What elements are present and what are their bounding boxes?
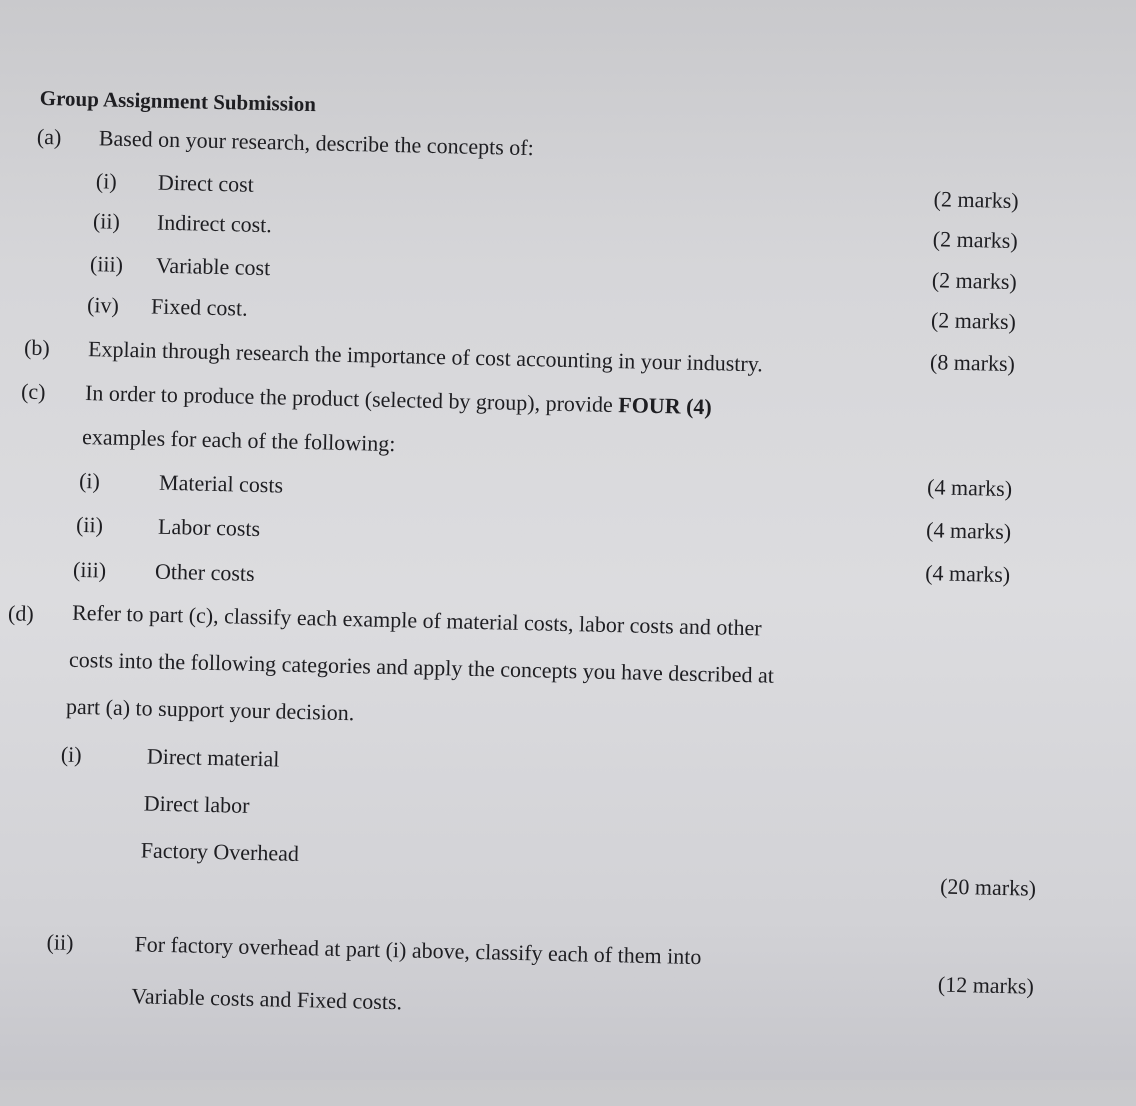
part-a-item-text: Direct cost bbox=[157, 169, 255, 197]
part-c-item-num: (i) bbox=[78, 467, 101, 494]
part-d-i-num: (i) bbox=[60, 741, 82, 768]
part-c-text-plain: In order to produce the product (selected by group), provide bbox=[84, 380, 619, 418]
page-title: Group Assignment Submission bbox=[39, 85, 317, 117]
part-d-label: (d) bbox=[7, 600, 35, 626]
part-a-item-text: Fixed cost. bbox=[150, 293, 248, 321]
part-a-text: Based on your research, describe the concepts of: bbox=[98, 125, 535, 161]
part-a-item-text: Indirect cost. bbox=[156, 209, 273, 238]
part-a-item-marks: (2 marks) bbox=[933, 186, 1019, 214]
part-d-text-line: part (a) to support your decision. bbox=[65, 693, 355, 726]
part-a-item-marks: (2 marks) bbox=[931, 267, 1018, 295]
part-c-text bbox=[85, 380, 712, 420]
part-d-category: Factory Overhead bbox=[140, 837, 300, 866]
part-c-item-text: Material costs bbox=[158, 469, 284, 498]
part-d-ii-text-line: For factory overhead at part (i) above, classify each of them into bbox=[134, 931, 702, 970]
part-a-item-marks: (2 marks) bbox=[930, 307, 1017, 335]
part-a-item-marks: (2 marks) bbox=[932, 226, 1019, 254]
part-c-label: (c) bbox=[20, 378, 46, 405]
part-c-item-text: Labor costs bbox=[157, 513, 261, 542]
part-d-category: Direct labor bbox=[143, 790, 250, 818]
part-b-label: (b) bbox=[23, 334, 51, 361]
part-c-item-marks: (4 marks) bbox=[924, 560, 1011, 588]
part-b-marks: (8 marks) bbox=[929, 349, 1016, 377]
part-c-item-num: (iii) bbox=[72, 556, 107, 583]
part-a-item-num: (iii) bbox=[89, 251, 124, 277]
part-a-label: (a) bbox=[36, 123, 62, 150]
part-c-item-marks: (4 marks) bbox=[925, 517, 1012, 545]
part-c-text-bold: FOUR (4) bbox=[618, 392, 713, 420]
part-d-text-line: costs into the following categories and apply the concepts you have described at bbox=[68, 646, 775, 688]
part-c-item-marks: (4 marks) bbox=[926, 474, 1013, 502]
part-d-ii-num: (ii) bbox=[46, 929, 74, 955]
part-c-text-line2: examples for each of the following: bbox=[81, 423, 396, 457]
part-d-ii-marks: (12 marks) bbox=[937, 971, 1035, 999]
part-d-text-line: Refer to part (c), classify each example of material costs, labor costs and other bbox=[71, 599, 762, 641]
part-b-text: Explain through research the importance of cost accounting in your industry. bbox=[87, 336, 764, 377]
part-d-category: Direct material bbox=[146, 743, 280, 772]
part-c-item-num: (ii) bbox=[75, 511, 104, 538]
part-a-item-text: Variable cost bbox=[155, 252, 271, 281]
part-d-i-marks: (20 marks) bbox=[939, 873, 1037, 901]
part-d-ii-text-line: Variable costs and Fixed costs. bbox=[131, 983, 403, 1015]
part-a-item-num: (ii) bbox=[92, 208, 121, 234]
part-a-item-num: (i) bbox=[95, 168, 117, 194]
part-a-item-num: (iv) bbox=[86, 292, 120, 318]
part-c-item-text: Other costs bbox=[154, 558, 255, 586]
